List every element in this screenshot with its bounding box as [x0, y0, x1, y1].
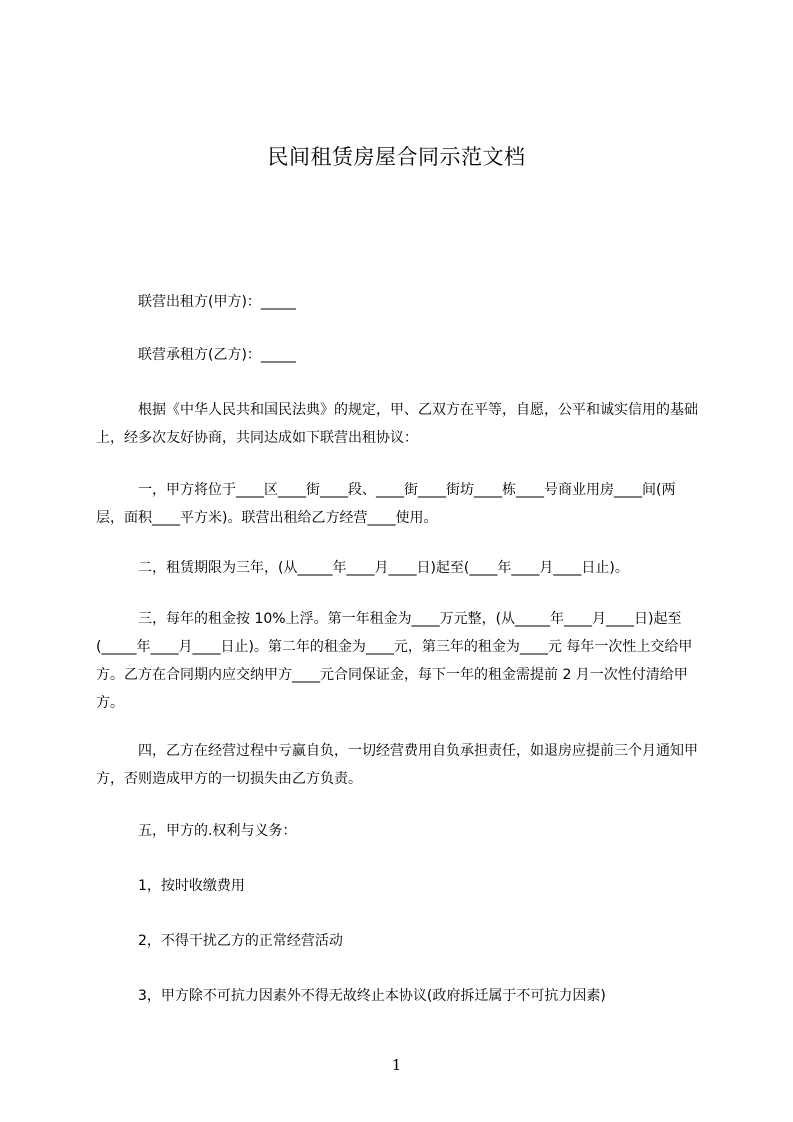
lessor-line: 联营出租方(甲方)：_____ — [138, 294, 296, 310]
basis-paragraph: 根据《中华人民共和国民法典》的规定，甲、乙双方在平等，自愿，公平和诚实信用的基础上，经多次友好协商，共同达成如下联营出租协议： — [96, 402, 698, 446]
clause-5-heading: 五，甲方的.权利与义务： — [138, 823, 297, 839]
clause-2: 二，租赁期限为三年，(从_____年____月____日)起至(____年____月____日止)。 — [138, 560, 629, 576]
lessee-line: 联营承租方(乙方)：_____ — [138, 347, 296, 363]
list-item: 1，按时收缴费用 — [138, 878, 245, 894]
clause-3: 三，每年的租金按 10%上浮。第一年租金为____万元整，(从_____年____月____日)起至(_____年____月____日止)。第二年的租金为____元，第三年的租金为____元 每年一次性上交给甲方。乙方在合同期内应交纳甲方____元合同保证金，每下一年的租金需提前 2 月一次性付清给甲方。 — [96, 611, 693, 711]
clause-1: 一，甲方将位于____区____街____段、____街____街坊____栋____号商业用房____间(两层，面积____平方米)。联营出租给乙方经营____使用。 — [96, 482, 676, 526]
list-item: 2，不得干扰乙方的正常经营活动 — [138, 933, 343, 949]
clause-4: 四，乙方在经营过程中亏赢自负，一切经营费用自负承担责任，如退房应提前三个月通知甲方，否则造成甲方的一切损失由乙方负责。 — [96, 743, 698, 787]
document-title: 民间租赁房屋合同示范文档 — [267, 145, 526, 169]
page-number: 1 — [391, 1056, 402, 1074]
list-item: 3，甲方除不可抗力因素外不得无故终止本协议(政府拆迁属于不可抗力因素) — [138, 988, 606, 1004]
